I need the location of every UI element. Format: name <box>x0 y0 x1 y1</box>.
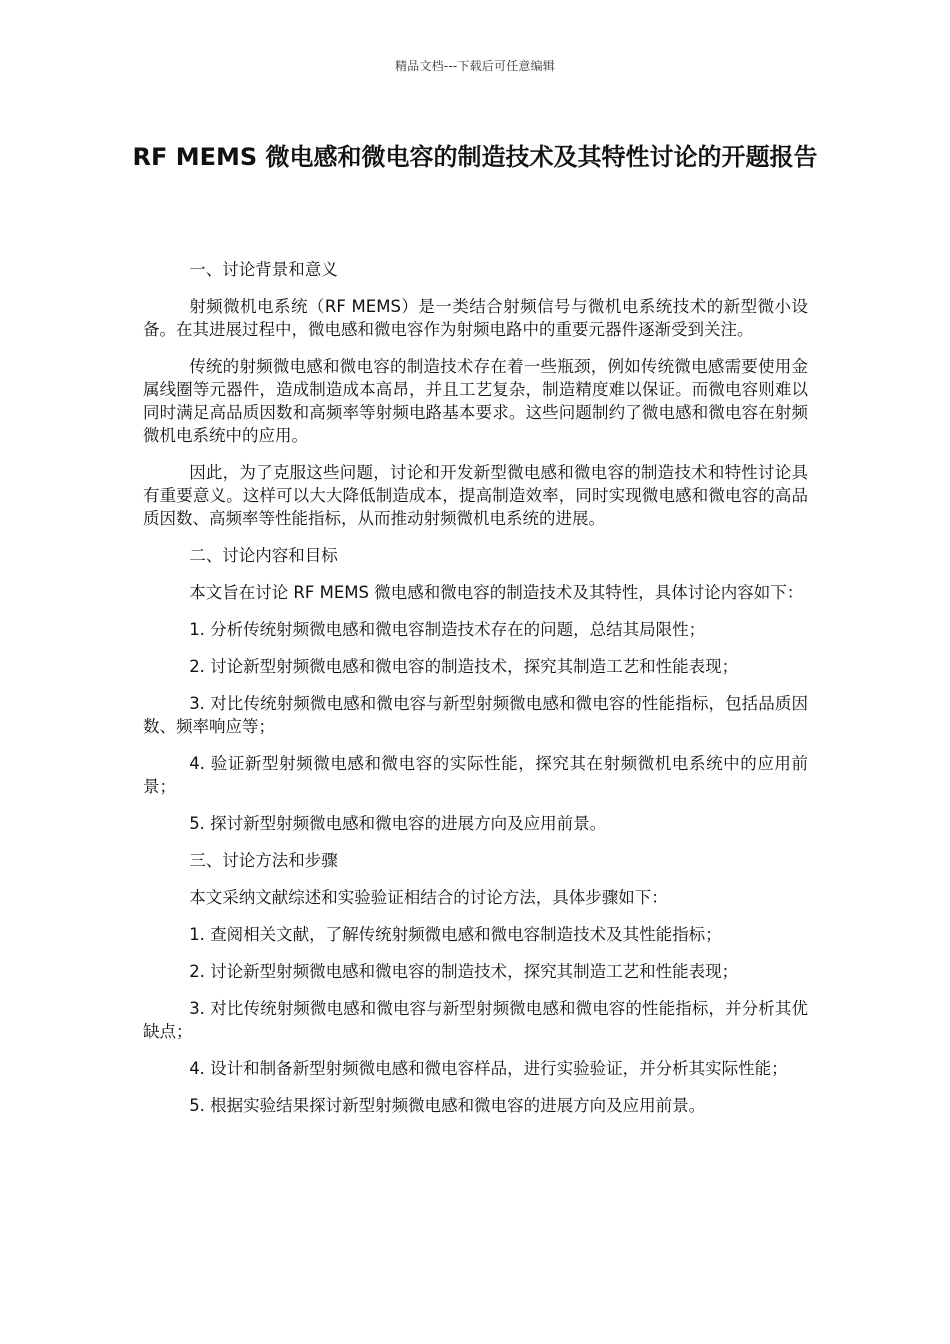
document-body <box>143 258 808 1131</box>
list-item: 1. 查阅相关文献，了解传统射频微电感和微电容制造技术及其性能指标； <box>189 925 722 944</box>
list-item: 5. 根据实验结果探讨新型射频微电感和微电容的进展方向及应用前景。 <box>189 1096 706 1115</box>
list-item: 3. 对比传统射频微电感和微电容与新型射频微电感和微电容的性能指标，并分析其优缺点； <box>143 999 808 1041</box>
paragraph: 传统的射频微电感和微电容的制造技术存在着一些瓶颈，例如传统微电感需要使用金属线圈等元器件，造成制造成本高昂，并且工艺复杂，制造精度难以保证。而微电容则难以同时满足高品质因数和高频率等射频电路基本要求。这些问题制约了微电感和微电容在射频微机电系统中的应用。 <box>143 357 808 445</box>
list-item: 4. 验证新型射频微电感和微电容的实际性能，探究其在射频微机电系统中的应用前景； <box>143 754 808 796</box>
document-title: RF MEMS 微电感和微电容的制造技术及其特性讨论的开题报告 <box>132 143 818 171</box>
section-heading: 三、讨论方法和步骤 <box>189 851 338 870</box>
list-item: 5. 探讨新型射频微电感和微电容的进展方向及应用前景。 <box>189 814 607 833</box>
list-item: 1. 分析传统射频微电感和微电容制造技术存在的问题，总结其局限性； <box>189 620 706 639</box>
list-item: 2. 讨论新型射频微电感和微电容的制造技术，探究其制造工艺和性能表现； <box>189 657 739 676</box>
section-heading: 一、讨论背景和意义 <box>189 260 338 279</box>
paragraph: 本文采纳文献综述和实验验证相结合的讨论方法，具体步骤如下： <box>189 888 668 907</box>
paragraph: 因此，为了克服这些问题，讨论和开发新型微电感和微电容的制造技术和特性讨论具有重要意义。这样可以大大降低制造成本，提高制造效率，同时实现微电感和微电容的高品质因数、高频率等性能指标，从而推动射频微机电系统的进展。 <box>143 463 808 528</box>
section-heading: 二、讨论内容和目标 <box>189 546 338 565</box>
page-header: 精品文档---下载后可任意编辑 <box>395 59 555 73</box>
list-item: 4. 设计和制备新型射频微电感和微电容样品，进行实验验证，并分析其实际性能； <box>189 1059 788 1078</box>
paragraph: 本文旨在讨论 RF MEMS 微电感和微电容的制造技术及其特性，具体讨论内容如下： <box>189 583 804 602</box>
paragraph: 射频微机电系统（RF MEMS）是一类结合射频信号与微机电系统技术的新型微小设备。在其进展过程中，微电感和微电容作为射频电路中的重要元器件逐渐受到关注。 <box>143 297 808 339</box>
list-item: 3. 对比传统射频微电感和微电容与新型射频微电感和微电容的性能指标，包括品质因数、频率响应等； <box>143 694 808 736</box>
list-item: 2. 讨论新型射频微电感和微电容的制造技术，探究其制造工艺和性能表现； <box>189 962 739 981</box>
